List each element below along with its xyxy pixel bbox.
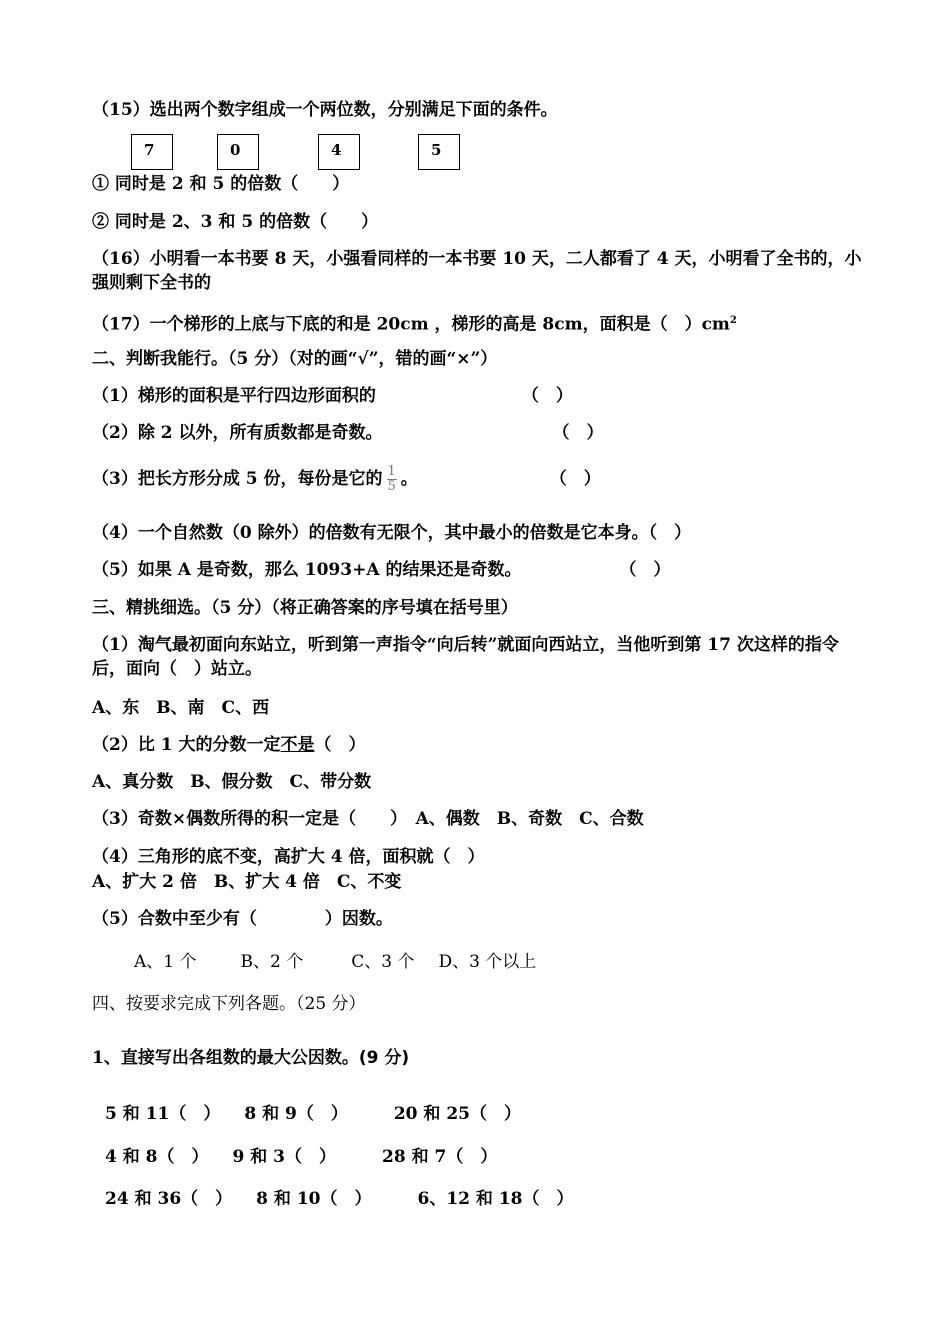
section-2-title: 二、判断我能行。（5 分）（对的画“√”，错的画“×”）	[92, 349, 498, 369]
gcd-row-2: 4 和 8（ ） 9 和 3（ ） 28 和 7（ ）	[105, 1147, 498, 1167]
judge-item-1: （1）梯形的面积是平行四边形面积的 （ ）	[92, 386, 573, 406]
q15-condition-2: ② 同时是 2、3 和 5 的倍数（ ）	[92, 212, 379, 232]
choice-q3: （3）奇数×偶数所得的积一定是（ ） A、偶数 B、奇数 C、合数	[92, 809, 644, 829]
judge-item-2: （2）除 2 以外，所有质数都是奇数。 （ ）	[92, 423, 604, 443]
digit-box-4: 5	[418, 134, 460, 170]
section-4-title: 四、按要求完成下列各题。（25 分）	[92, 994, 366, 1014]
choice-q5-options: A、1 个 B、2 个 C、3 个 D、3 个以上	[134, 952, 537, 972]
section-4-q1: 1、直接写出各组数的最大公因数。(9 分)	[92, 1048, 410, 1068]
choice-q1: （1）淘气最初面向东站立，听到第一声指令“向后转”就面向西站立，当他听到第 17 次这样的指令后，面向（ ）站立。	[92, 635, 839, 679]
answer-paren: （ ）	[549, 469, 601, 489]
q17-sup: 2	[729, 315, 737, 326]
gcd-row-1: 5 和 11（ ） 8 和 9（ ） 20 和 25（ ）	[105, 1104, 521, 1124]
digit-box-2: 0	[217, 134, 259, 170]
q17-text: （17）一个梯形的上底与下底的和是 20cm ，梯形的高是 8cm，面积是（ ）$cm^2$	[92, 314, 737, 335]
digit-box-1: 7	[131, 134, 173, 170]
judge-item-5: （5）如果 A 是奇数，那么 1093+A 的结果还是奇数。 （ ）	[92, 560, 671, 580]
q16-text: （16）小明看一本书要 8 天，小强看同样的一本书要 10 天，二人都看了 4 天，小明看了全书的，小强则剩下全书的	[92, 249, 862, 293]
choice-q2: （2）比 1 大的分数一定不是（ ）	[92, 735, 366, 755]
underlined-not: 不是	[280, 735, 315, 755]
fraction-one-fifth: $\frac{1}{5}$	[387, 464, 396, 494]
judge-item-4: （4）一个自然数（0 除外）的倍数有无限个，其中最小的倍数是它本身。（ ）	[92, 523, 692, 543]
answer-paren: （ ）	[619, 560, 671, 580]
gcd-row-3: 24 和 36（ ） 8 和 10（ ） 6、12 和 18（ ）	[105, 1189, 574, 1209]
section-3-title: 三、精挑细选。（5 分）（将正确答案的序号填在括号里）	[92, 598, 518, 618]
answer-paren: （ ）	[552, 423, 604, 443]
digit-box-3: 4	[318, 134, 360, 170]
q15-condition-1: ① 同时是 2 和 5 的倍数（ ）	[92, 174, 350, 194]
choice-q4: （4）三角形的底不变，高扩大 4 倍，面积就（ ）	[92, 847, 485, 867]
choice-q5: （5）合数中至少有（ ）因数。	[92, 909, 393, 929]
answer-paren: （ ）	[521, 386, 573, 406]
choice-q1-options: A、东 B、南 C、西	[92, 698, 270, 718]
choice-q2-options: A、真分数 B、假分数 C、带分数	[92, 772, 372, 792]
judge-item-3: （3）把长方形分成 5 份，每份是它的 $\frac{1}{5}$ 。 （ ）	[92, 464, 601, 494]
choice-q4-options: A、扩大 2 倍 B、扩大 4 倍 C、不变	[92, 872, 402, 892]
q15-prompt: （15）选出两个数字组成一个两位数，分别满足下面的条件。	[92, 100, 558, 120]
